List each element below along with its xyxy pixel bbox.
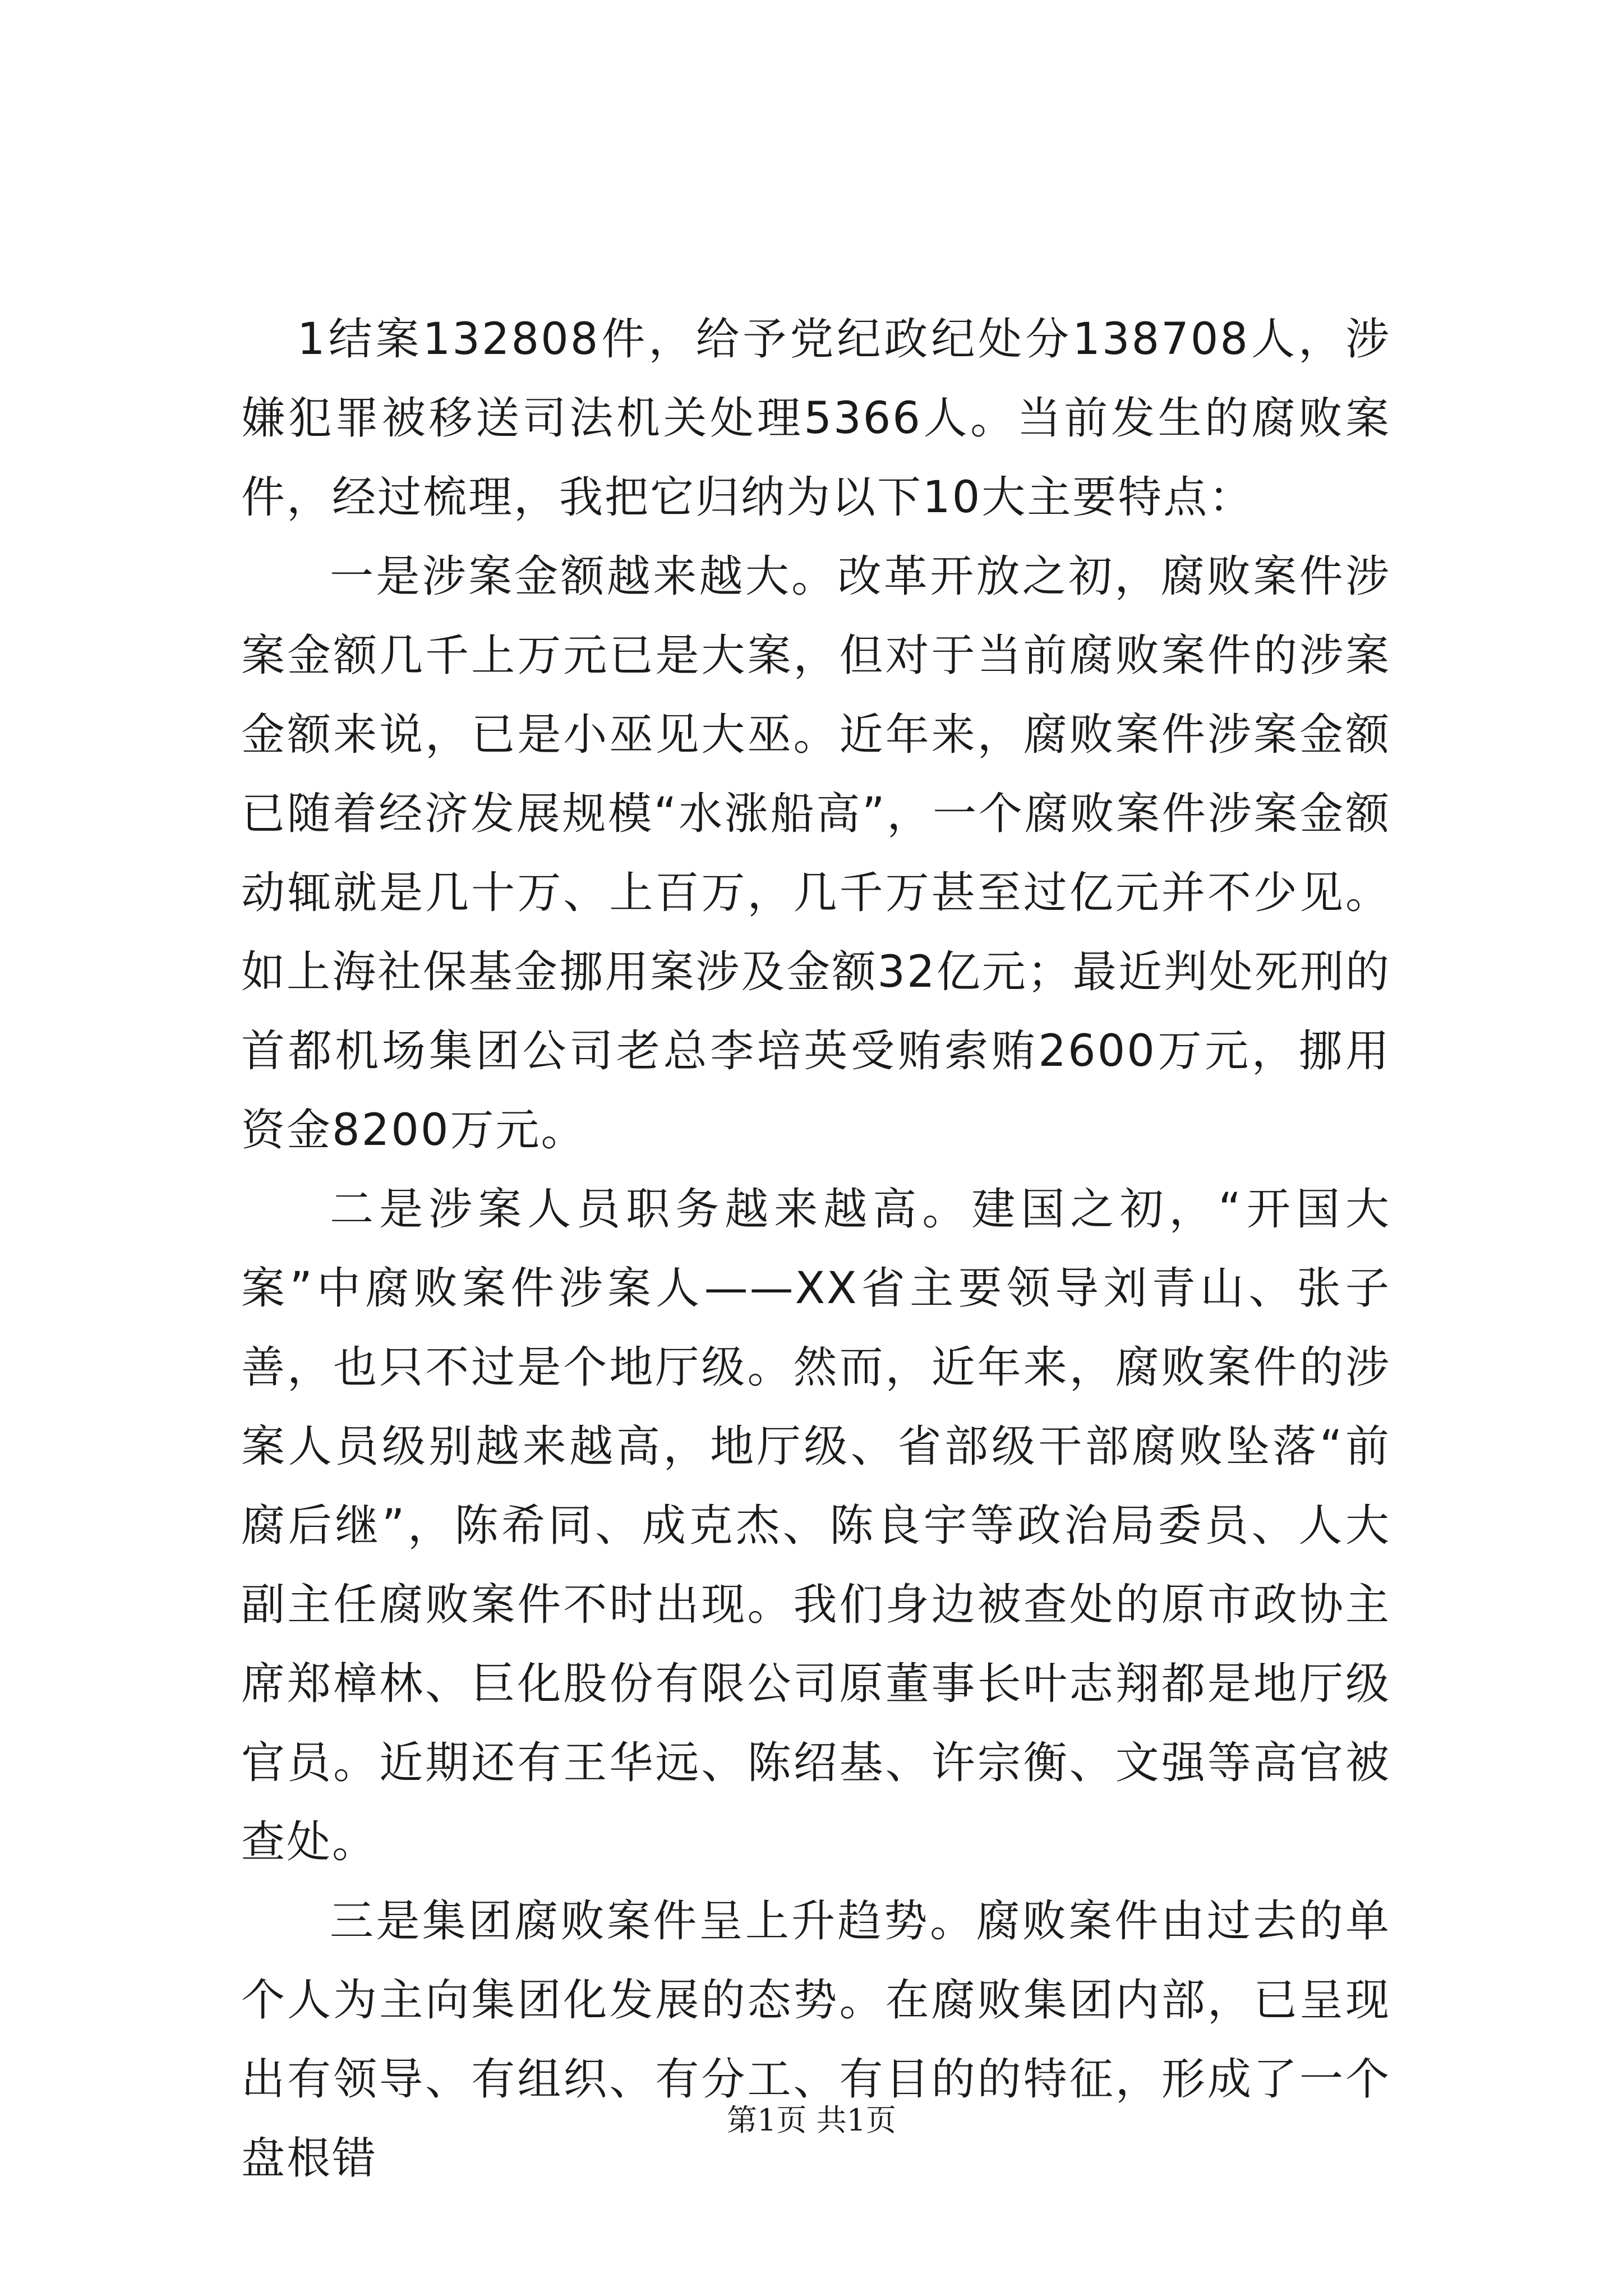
page-footer: 第1页 共1页 xyxy=(727,2102,896,2138)
paragraph-point-two: 二是涉案人员职务越来越高。建国之初，“开国大案”中腐败案件涉案人——XX省主要领导刘青山、张子善，也只不过是个地厅级。然而，近年来，腐败案件的涉案人员级别越来越高，地厅级、省部级干部腐败坠落“前腐后继”，陈希同、成克杰、陈良宇等政治局委员、人大副主任腐败案件不时出现。我们身边被查处的原市政协主席郑樟林、巨化股份有限公司原董事长叶志翔都是地厅级官员。近期还有王华远、陈绍基、许宗衡、文强等高官被查处。 xyxy=(241,1184,1391,1867)
paragraph-point-one: 一是涉案金额越来越大。改革开放之初，腐败案件涉案金额几千上万元已是大案，但对于当前腐败案件的涉案金额来说，已是小巫见大巫。近年来，腐败案件涉案金额已随着经济发展规模“水涨船高”，一个腐败案件涉案金额动辄就是几十万、上百万，几千万甚至过亿元并不少见。如上海社保基金挪用案涉及金额32亿元；最近判处死刑的首都机场集团公司老总李培英受贿索贿2600万元，挪用资金8200万元。 xyxy=(241,551,1391,1156)
document-body xyxy=(241,300,1391,2198)
paragraph-point-three: 三是集团腐败案件呈上升趋势。腐败案件由过去的单个人为主向集团化发展的态势。在腐败集团内部，已呈现出有领导、有组织、有分工、有目的的特征，形成了一个盘根错 xyxy=(241,1896,1391,2184)
paragraph-intro: 1结案132808件，给予党纪政纪处分138708人，涉嫌犯罪被移送司法机关处理5366人。当前发生的腐败案件，经过梳理，我把它归纳为以下10大主要特点： xyxy=(241,314,1391,523)
